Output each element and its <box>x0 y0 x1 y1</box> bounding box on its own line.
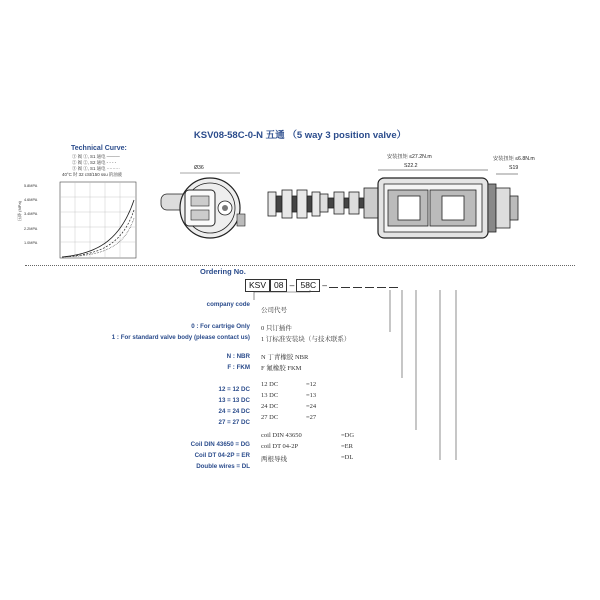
seal-option-nbr: N : NBR <box>226 353 250 360</box>
voltage-option: 24 = 24 DC <box>218 408 250 415</box>
voltage-option: 13 = 13 DC <box>218 397 250 404</box>
y-tick-1: 5.8MPA <box>24 184 38 188</box>
code-slot-voltage <box>365 279 374 288</box>
y-axis-title: 压降 (MPa) <box>17 201 22 221</box>
voltage-option: 12 = 12 DC <box>218 386 250 393</box>
ordering-title: Ordering No. <box>200 267 246 276</box>
valve-end-view <box>155 168 255 248</box>
coil-option: Coil DIN 43650 = DG <box>190 441 250 448</box>
voltage-option-zh: 12 DC =12 <box>261 381 317 388</box>
coil-option-zh: coil DIN 43650 =DG <box>261 432 355 439</box>
technical-curve-title: Technical Curve: <box>71 145 127 152</box>
code-slot-body <box>329 279 338 288</box>
body-option-1: 1 : For standard valve body (please contact us) <box>111 334 250 341</box>
hex-label-2: S19 <box>509 165 519 171</box>
y-tick-5: 1.0MPA <box>24 241 38 245</box>
code-slot-coil <box>377 279 386 288</box>
voltage-option-zh: 24 DC =24 <box>261 403 317 410</box>
curve-legend-3: ③ 阀 ①, S1 通电 ········· <box>72 166 120 171</box>
code-slot-seal <box>341 279 350 288</box>
voltage-option-zh: 13 DC =13 <box>261 392 317 399</box>
coil-option: Double wires = DL <box>196 463 250 470</box>
y-tick-3: 3.4MPA <box>24 212 38 216</box>
section-divider <box>25 265 575 266</box>
voltage-option-zh: 27 DC =27 <box>261 414 317 421</box>
code-slot-coil <box>389 279 398 288</box>
coil-option-zh: 两根导线 =DL <box>261 454 354 463</box>
body-option-1-zh: 1 订标准安装块（与技术联系） <box>261 336 351 343</box>
code-type: 58C <box>296 279 320 292</box>
y-tick-2: 4.6MPA <box>24 198 38 202</box>
cartridge-view <box>262 170 322 240</box>
hex-label-1: S22.2 <box>404 163 418 169</box>
curve-legend-2: ② 阀 ②, S2 通电 - - - - <box>72 160 117 165</box>
leader-lines <box>250 290 480 480</box>
coil-option: Coil DT 04-2P = ER <box>194 452 250 459</box>
curve-legend-1: ① 阀 ①, S1 通电 ——— <box>72 154 120 159</box>
body-option-0-zh: 0 只订插件 <box>261 325 292 332</box>
curve-legend-4: 40°C 时 32 cSt/150 ssu 的油液 <box>62 172 123 177</box>
body-option-0: 0 : For cartrige Only <box>191 323 250 330</box>
seal-option-nbr-zh: N 丁青橡胶 NBR <box>261 354 309 361</box>
code-sep: – <box>322 280 327 290</box>
y-tick-4: 2.2MPA <box>24 227 38 231</box>
torque-label-2: 安装扭矩 ≤6.8N.m <box>493 156 535 162</box>
voltage-option: 27 = 27 DC <box>218 419 250 426</box>
code-size: 08 <box>270 279 287 292</box>
torque-label-1: 安装扭矩 ≤27.2N.m <box>387 154 432 160</box>
seal-option-fkm: F : FKM <box>227 364 250 371</box>
seal-option-fkm-zh: F 氟橡胶 FKM <box>261 365 302 372</box>
code-ksv: KSV <box>245 279 270 292</box>
code-slot-voltage <box>353 279 362 288</box>
company-code-label: company code <box>206 301 250 308</box>
coil-option-zh: coil DT 04-2P =ER <box>261 443 353 450</box>
technical-curve-plot <box>40 180 140 262</box>
page-title: KSV08-58C-0-N 五通 （5 way 3 position valve） <box>193 130 407 141</box>
diameter-label: Ø36 <box>194 165 204 171</box>
valve-section-drawing <box>318 168 528 250</box>
code-sep: – <box>289 280 295 290</box>
company-code-zh: 公司代号 <box>261 307 287 314</box>
